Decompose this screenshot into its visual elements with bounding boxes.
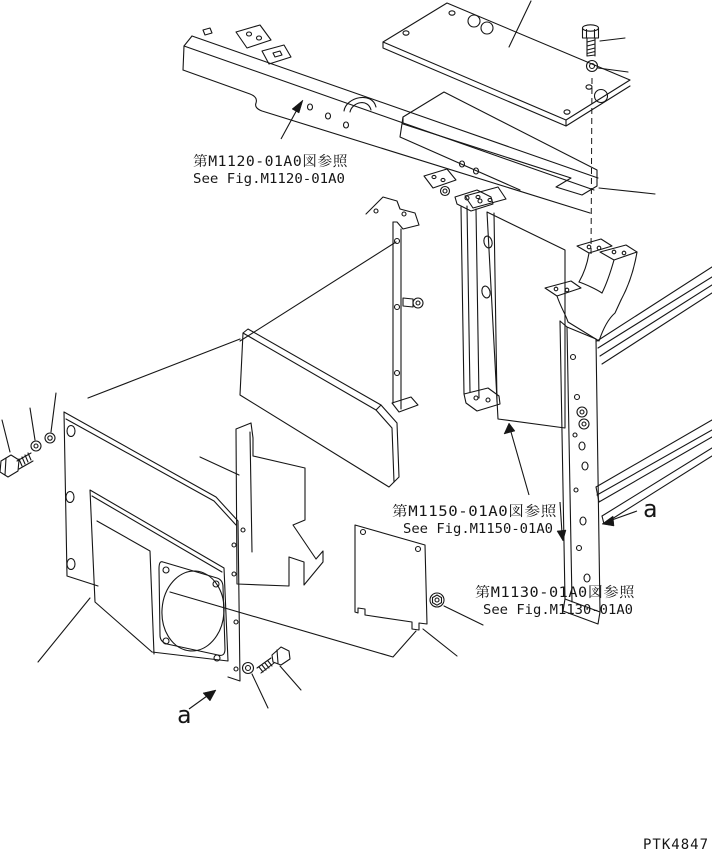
m1130-caption-jp: 第M1130-01A0図参照	[475, 585, 636, 601]
mount-bolt-bottom	[257, 647, 301, 690]
leader-line	[599, 188, 655, 194]
view-a-left-shaft	[189, 696, 207, 709]
washer-bottom	[243, 663, 269, 709]
m1120-caption-en: See Fig.M1120-01A0	[193, 171, 345, 187]
bolt-hole	[66, 492, 74, 503]
bolt-hole	[573, 433, 577, 437]
left-support-post	[240, 197, 423, 412]
post-foot	[392, 397, 418, 412]
bolt-hole	[241, 528, 245, 532]
bolt-centerline	[591, 78, 592, 258]
support-bracket-panel	[200, 423, 323, 586]
slot-hole	[580, 517, 586, 525]
leader-line	[600, 38, 625, 41]
beam-bracket	[262, 45, 291, 64]
bolt-hole	[234, 620, 238, 624]
m1120-arrow-shaft	[281, 106, 299, 139]
bolt-hole	[564, 110, 570, 114]
nut-left	[30, 408, 41, 451]
bolt-hole	[395, 371, 400, 376]
large-hole	[595, 90, 608, 103]
mount-bolt-top	[583, 25, 626, 56]
post-mount-plate	[465, 187, 506, 208]
bolt-hole	[67, 559, 75, 570]
bolt-hole	[416, 547, 421, 552]
leader-line	[30, 408, 35, 440]
bolt-hole	[163, 567, 169, 573]
channel-foot	[464, 388, 500, 411]
callout-texts	[177, 154, 709, 853]
bolt-hole	[449, 11, 455, 15]
grommet	[579, 419, 589, 429]
leader-line	[252, 674, 268, 708]
slot-hole	[584, 574, 590, 582]
washer-left	[45, 393, 56, 443]
vent-hole	[468, 15, 480, 27]
bolt-hole	[232, 543, 236, 547]
view-a-left-arrowhead	[203, 690, 216, 701]
lower-cover-plate	[170, 525, 457, 657]
m1130-caption-en: See Fig.M1130-01A0	[483, 602, 633, 618]
bolt-hole	[575, 395, 580, 400]
leader-line	[88, 339, 240, 398]
slot-hole	[579, 442, 585, 450]
m1150-caption-en: See Fig.M1150-01A0	[403, 521, 553, 537]
leader-line	[51, 393, 56, 432]
leader-line	[2, 420, 10, 452]
drawing-code: PTK4847	[643, 837, 710, 853]
beam-bracket	[236, 25, 271, 48]
bolt-hole	[571, 355, 576, 360]
bolt-hole	[395, 305, 400, 310]
mount-bolt-left	[0, 420, 33, 477]
leader-line	[170, 592, 416, 657]
leader-line	[240, 242, 396, 341]
m1120-caption-jp: 第M1120-01A0図参照	[193, 154, 349, 170]
m1150-arrow-shaft	[511, 432, 529, 495]
leader-line	[423, 629, 457, 656]
leader-line	[598, 68, 628, 72]
center-support-channel	[455, 190, 500, 411]
slot-hole	[582, 462, 588, 470]
bolt-hole	[577, 546, 582, 551]
leader-line	[38, 598, 90, 662]
bolt-hole	[326, 113, 331, 119]
bolt-hole	[232, 572, 236, 576]
leader-line	[200, 457, 239, 475]
bolt-hole	[308, 104, 313, 110]
bolt-hole	[234, 667, 238, 671]
bolt-hole	[403, 31, 409, 35]
m1130-arrow-shaft	[560, 502, 562, 533]
bolt-hole	[361, 530, 366, 535]
bolt-hole	[67, 426, 75, 437]
view-label-right: a	[643, 495, 658, 523]
notched-seal-plate	[400, 92, 655, 195]
vent-hole	[481, 22, 493, 34]
radiator-mount-bracket	[545, 239, 637, 341]
small-bolt	[441, 187, 450, 196]
m1150-arrowhead	[504, 423, 515, 434]
baffle-plate	[88, 329, 399, 487]
leader-line	[444, 606, 483, 625]
post-mount-plate	[424, 169, 456, 188]
bolt-hole	[344, 122, 349, 128]
view-label-left: a	[177, 701, 192, 729]
bolt-hole	[586, 85, 592, 89]
radiator-side-frame	[560, 267, 712, 624]
m1150-caption-jp: 第M1150-01A0図参照	[392, 504, 558, 520]
bolt-hole	[574, 488, 578, 492]
m1120-arrowhead	[292, 100, 303, 113]
side-bolt	[403, 298, 413, 307]
grommet	[577, 407, 587, 417]
leader-line	[280, 666, 301, 690]
leader-line	[509, 1, 531, 47]
slot-hole	[481, 285, 492, 299]
